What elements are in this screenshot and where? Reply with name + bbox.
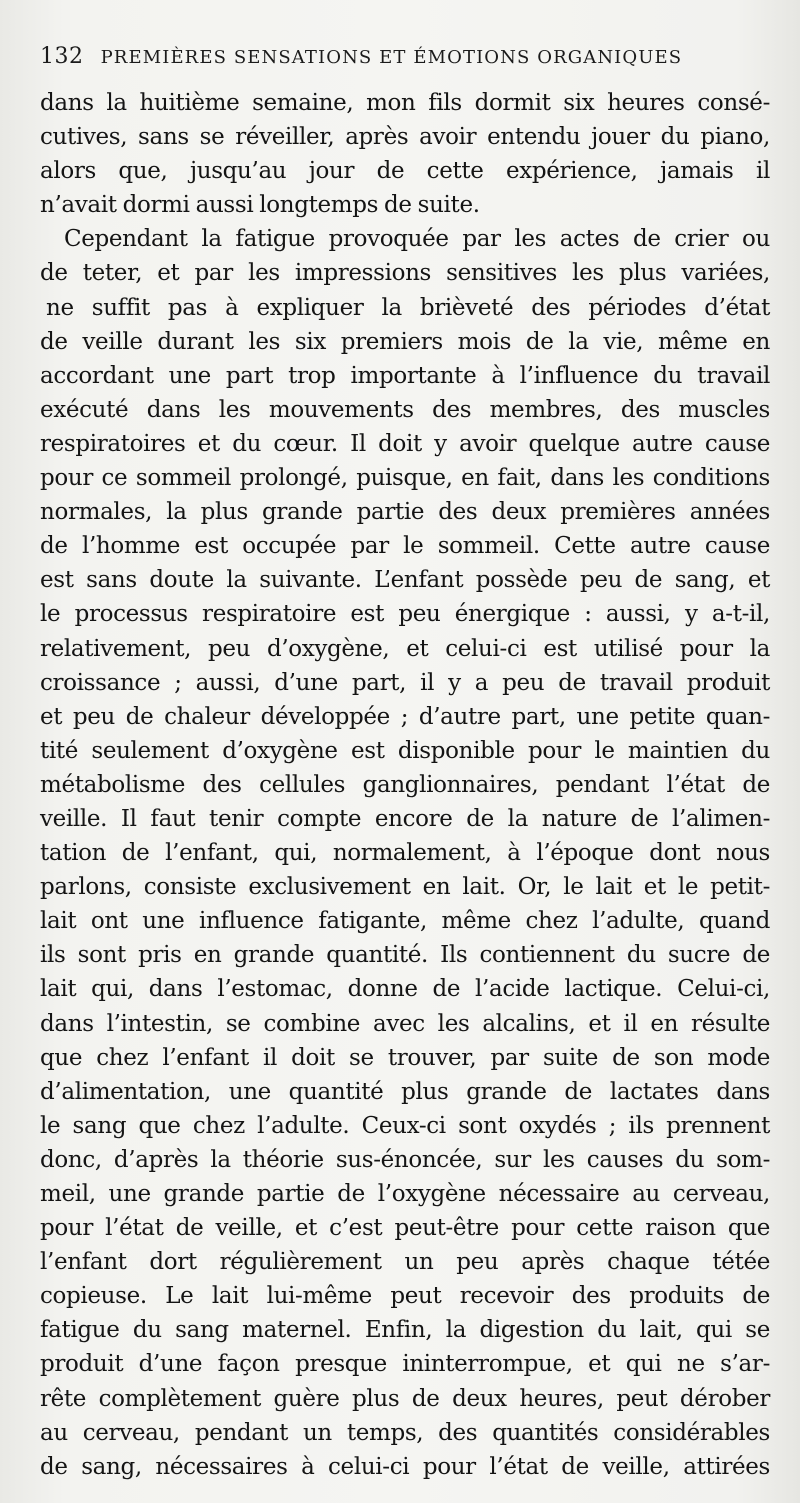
page-number: 132 <box>40 44 84 69</box>
text-line: de l’homme est occupée par le sommeil. Cette autre cause <box>40 533 770 560</box>
text-line: donc, d’après la théorie sus-énoncée, sur les causes du som- <box>40 1146 770 1173</box>
text-line: pour l’état de veille, et c’est peut-être pour cette raison que <box>40 1215 770 1242</box>
text-line: le sang que chez l’adulte. Ceux-ci sont oxydés ; ils prennent <box>40 1112 770 1139</box>
text-line: rête complètement guère plus de deux heures, peut dérober <box>40 1385 770 1412</box>
text-line: d’alimentation, une quantité plus grande de lactates dans <box>40 1078 770 1105</box>
paragraph-first-line: Cependant la fatigue provoquée par les actes de crier ou <box>64 226 770 253</box>
text-line: et peu de chaleur développée ; d’autre part, une petite quan- <box>40 703 770 730</box>
text-line: relativement, peu d’oxygène, et celui-ci est utilisé pour la <box>40 635 770 662</box>
text-line: fatigue du sang maternel. Enfin, la digestion du lait, qui se <box>40 1317 770 1344</box>
text-line: cutives, sans se réveiller, après avoir entendu jouer du piano, <box>40 124 770 151</box>
text-line: exécuté dans les mouvements des membres, des muscles <box>40 396 770 423</box>
text-line: métabolisme des cellules ganglionnaires, pendant l’état de <box>40 771 770 798</box>
text-line: lait qui, dans l’estomac, donne de l’acide lactique. Celui-ci, <box>40 976 770 1003</box>
text-line: veille. Il faut tenir compte encore de la nature de l’alimen- <box>40 805 770 832</box>
text-line: de veille durant les six premiers mois de la vie, même en <box>40 328 770 355</box>
text-line: accordant une part trop importante à l’influence du travail <box>40 362 770 389</box>
text-line: pour ce sommeil prolongé, puisque, en fait, dans les conditions <box>40 465 770 492</box>
text-line: ils sont pris en grande quantité. Ils contiennent du sucre de <box>40 942 770 969</box>
text-line: lait ont une influence fatigante, même chez l’adulte, quand <box>40 908 770 935</box>
text-line: n’avait dormi aussi longtemps de suite. <box>40 192 480 219</box>
text-line: est sans doute la suivante. L’enfant possède peu de sang, et <box>40 567 770 594</box>
text-line: respiratoires et du cœur. Il doit y avoir quelque autre cause <box>40 430 770 457</box>
text-line: le processus respiratoire est peu énergique : aussi, y a-t-il, <box>40 601 770 628</box>
text-line: au cerveau, pendant un temps, des quantités considérables <box>40 1419 770 1446</box>
body-text <box>40 86 770 1484</box>
text-line: normales, la plus grande partie des deux premières années <box>40 499 770 526</box>
running-header <box>40 44 780 76</box>
text-line: de teter, et par les impressions sensitives les plus variées, <box>40 260 770 287</box>
text-line: dans la huitième semaine, mon fils dormit six heures consé- <box>40 90 770 116</box>
text-line: tation de l’enfant, qui, normalement, à l’époque dont nous <box>40 840 770 867</box>
text-line: que chez l’enfant il doit se trouver, par suite de son mode <box>40 1044 770 1071</box>
text-line: tité seulement d’oxygène est disponible pour le maintien du <box>40 737 770 764</box>
running-title: PREMIÈRES SENSATIONS ET ÉMOTIONS ORGANIQUES <box>100 47 683 68</box>
text-line: croissance ; aussi, d’une part, il y a peu de travail produit <box>40 669 770 696</box>
text-line: ne suffit pas à expliquer la brièveté des périodes d’état <box>46 294 770 321</box>
text-line: copieuse. Le lait lui-même peut recevoir des produits de <box>40 1283 770 1310</box>
text-line: meil, une grande partie de l’oxygène nécessaire au cerveau, <box>40 1181 770 1207</box>
text-line: parlons, consiste exclusivement en lait. Or, le lait et le petit- <box>40 874 770 901</box>
text-line: l’enfant dort régulièrement un peu après chaque tétée <box>40 1249 770 1276</box>
text-line: produit d’une façon presque ininterrompue, et qui ne s’ar- <box>40 1351 770 1378</box>
text-line: de sang, nécessaires à celui-ci pour l’état de veille, attirées <box>40 1453 770 1480</box>
text-line: dans l’intestin, se combine avec les alcalins, et il en résulte <box>40 1010 770 1037</box>
text-line: alors que, jusqu’au jour de cette expérience, jamais il <box>40 158 770 185</box>
